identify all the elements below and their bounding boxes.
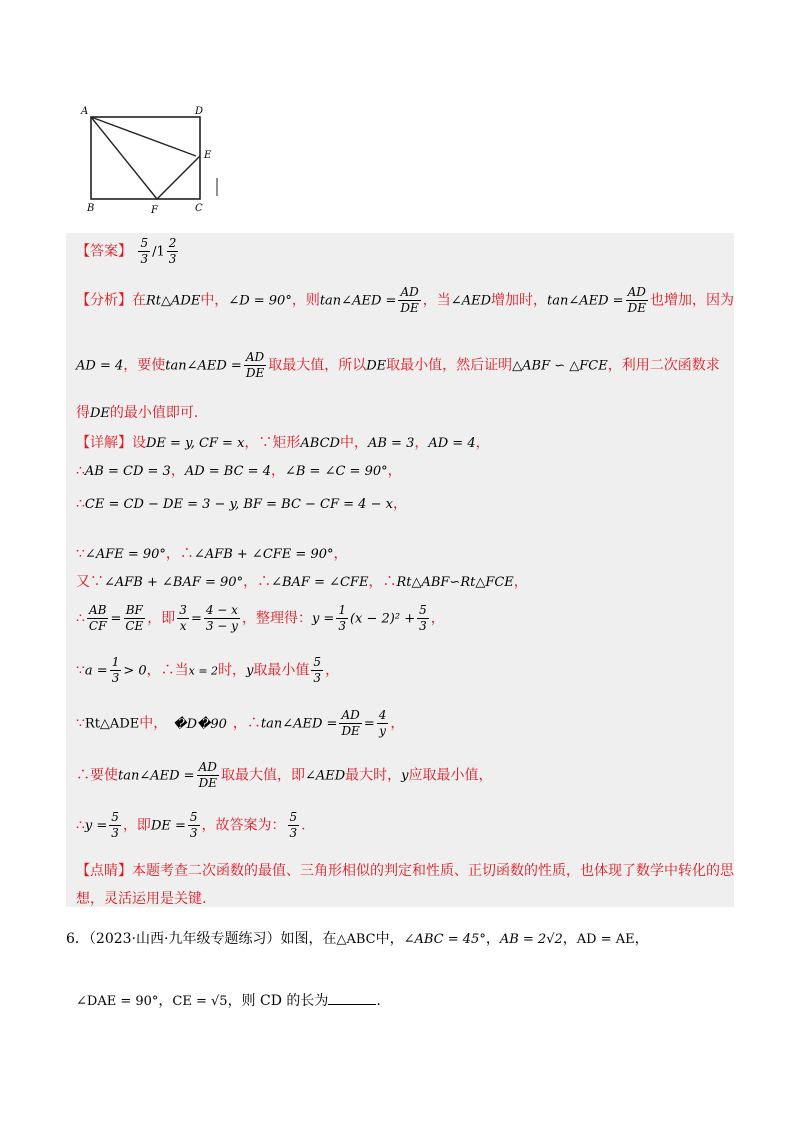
text: ，则 bbox=[291, 292, 320, 309]
math: CE = CD − DE = 3 − y, BF = BC − CF = 4 − x bbox=[84, 497, 393, 512]
frac-den: 3 bbox=[189, 826, 198, 840]
point-b-label: B bbox=[87, 203, 95, 214]
detail-line-1 bbox=[76, 432, 490, 452]
point-f-label: F bbox=[151, 205, 158, 216]
math: ∠BAF = ∠CFE bbox=[271, 575, 369, 590]
math: y bbox=[401, 768, 409, 784]
math: (x − 2)² + bbox=[349, 611, 416, 627]
frac-den: 3 − y bbox=[205, 619, 238, 633]
math: tan∠AED = bbox=[118, 768, 195, 784]
text: ∵ bbox=[76, 662, 85, 679]
text: 设 bbox=[132, 435, 146, 451]
text: 取最小值，然后证明 bbox=[386, 357, 513, 374]
detail-line-4 bbox=[76, 543, 347, 563]
frac-den: DE bbox=[400, 301, 419, 315]
frac-num: 5 bbox=[313, 655, 322, 669]
text: 在 bbox=[132, 292, 146, 309]
text: ， bbox=[392, 496, 407, 512]
math: Rt△ADE bbox=[146, 293, 201, 309]
text: ， bbox=[414, 435, 429, 451]
point-a-label: A bbox=[81, 106, 89, 117]
frac-num: AD bbox=[245, 350, 265, 364]
text: ，∴ bbox=[368, 574, 397, 590]
math: > 0 bbox=[123, 663, 147, 679]
text: ∵ bbox=[76, 715, 85, 732]
math: AB = 3 bbox=[367, 436, 415, 451]
text: ，∵矩形 bbox=[244, 435, 301, 451]
math: AD = AE bbox=[576, 932, 635, 947]
question-number: 6． bbox=[66, 931, 89, 947]
math: △ABF ∽ △FCE bbox=[512, 358, 608, 374]
frac-num: 5 bbox=[289, 810, 298, 824]
detail-line-7 bbox=[76, 655, 339, 686]
detail-line-5 bbox=[76, 571, 528, 591]
frac-den: 3 bbox=[111, 826, 119, 840]
frac-den: 3 bbox=[168, 252, 177, 266]
text: ， bbox=[158, 993, 173, 1009]
text: ，∴当 bbox=[146, 662, 189, 679]
math: DE bbox=[90, 406, 110, 421]
analysis-line-1 bbox=[76, 285, 734, 316]
comment-tag: 【点睛】 bbox=[76, 863, 132, 879]
detail-tag: 【详解】 bbox=[76, 435, 132, 451]
analysis-line-2 bbox=[76, 350, 720, 381]
text: 中， bbox=[339, 435, 368, 451]
frac-den: CF bbox=[88, 619, 107, 633]
frac-num: 5 bbox=[189, 810, 198, 824]
math: CE = √5 bbox=[172, 994, 228, 1009]
frac-num: 1 bbox=[338, 603, 346, 617]
frac-den: 3 bbox=[289, 826, 298, 840]
text: ∴要使 bbox=[76, 767, 118, 784]
detail-line-2 bbox=[76, 460, 402, 480]
math: a = bbox=[84, 663, 108, 679]
math: x = 2 bbox=[188, 664, 219, 678]
text: ∴ bbox=[76, 817, 85, 834]
text: . bbox=[301, 817, 306, 834]
point-e-label: E bbox=[204, 150, 212, 161]
math: △ABC bbox=[336, 932, 376, 947]
frac-num: 5 bbox=[140, 236, 149, 250]
frac-den: 3 bbox=[111, 671, 120, 685]
math: y bbox=[246, 663, 254, 679]
text: 想，灵活运用是关键. bbox=[76, 891, 207, 907]
comment-line-1 bbox=[76, 860, 734, 880]
math: ∠AED bbox=[450, 293, 491, 309]
frac-num: AD bbox=[627, 285, 646, 299]
text: 中， bbox=[200, 292, 229, 309]
frac-den: x bbox=[179, 619, 187, 633]
frac-num: AD bbox=[400, 285, 419, 299]
frac-num: AD bbox=[198, 760, 217, 774]
math: ∠DAE = 90° bbox=[76, 994, 159, 1009]
text: ， bbox=[562, 931, 577, 947]
text: ∵ bbox=[76, 546, 85, 562]
solution-box bbox=[66, 233, 734, 907]
frac-num: 3 bbox=[179, 603, 187, 617]
answer-blank[interactable] bbox=[328, 992, 376, 1005]
detail-line-6 bbox=[76, 603, 445, 634]
text: 中， bbox=[139, 715, 168, 732]
text: ∴ bbox=[76, 610, 85, 627]
answer-line bbox=[76, 236, 180, 267]
question-6-line-2 bbox=[76, 990, 381, 1010]
frac-num: 4 − x bbox=[205, 603, 238, 617]
math: ∠AFB + ∠BAF = 90° bbox=[104, 575, 244, 590]
question-6-line-1 bbox=[66, 928, 649, 948]
frac-den: 3 bbox=[140, 252, 149, 266]
frac-den: CE bbox=[125, 619, 144, 633]
text: ，利用二次函数求 bbox=[607, 357, 720, 374]
math: tan∠AED = bbox=[260, 716, 338, 732]
mixed-whole: 1 bbox=[156, 244, 165, 260]
text: ， bbox=[333, 546, 348, 562]
text: 本题考查二次函数的最值、三角形相似的判定和性质、正切函数的性质，也体现了数学中转化的思 bbox=[132, 863, 734, 879]
text: ，整理得： bbox=[241, 610, 312, 627]
text: ，当 bbox=[422, 292, 451, 309]
math: AD = 4 bbox=[76, 358, 124, 374]
text: 也增加，因为 bbox=[649, 292, 734, 309]
text: ，要使 bbox=[123, 357, 166, 374]
text: ， bbox=[390, 715, 405, 732]
math: AD = 4 bbox=[428, 436, 476, 451]
text: ∴ bbox=[76, 463, 85, 479]
text: 又∵ bbox=[76, 574, 104, 590]
frac-den: DE bbox=[245, 366, 265, 380]
math: DE bbox=[366, 358, 387, 374]
comment-line-2 bbox=[76, 888, 206, 908]
text: ，即 bbox=[147, 610, 176, 627]
text: 中， bbox=[375, 931, 404, 947]
math: AB = CD = 3 bbox=[84, 464, 171, 479]
frac-den: 3 bbox=[338, 619, 346, 633]
math: ABCD bbox=[300, 436, 340, 451]
frac-den: DE bbox=[341, 724, 360, 738]
math: tan∠AED = bbox=[165, 358, 242, 374]
detail-line-10 bbox=[76, 810, 306, 841]
answer-tag: 【答案】 bbox=[76, 243, 132, 260]
text: 取最大值，即 bbox=[220, 767, 305, 784]
rectangle-figure bbox=[78, 100, 238, 220]
text: ，∴ bbox=[232, 715, 261, 732]
analysis-line-3 bbox=[76, 402, 198, 422]
text: 时， bbox=[218, 662, 247, 679]
detail-line-9 bbox=[76, 760, 493, 791]
math: y = bbox=[84, 818, 108, 834]
frac-num: BF bbox=[125, 603, 143, 617]
text: ， bbox=[270, 463, 285, 479]
text: ∴ bbox=[76, 496, 85, 512]
text: ， bbox=[430, 610, 445, 627]
frac-num: 1 bbox=[111, 655, 120, 669]
math: Rt△ADE bbox=[84, 716, 140, 732]
analysis-tag: 【分析】 bbox=[76, 292, 132, 309]
math: ∠AFB + ∠CFE = 90° bbox=[193, 547, 334, 562]
text: ，∴ bbox=[243, 574, 272, 590]
text: ，∴ bbox=[165, 546, 194, 562]
text: ， bbox=[325, 662, 340, 679]
math: = bbox=[190, 611, 202, 627]
text: 取最大值，所以 bbox=[268, 357, 367, 374]
frac-den: DE bbox=[198, 776, 217, 790]
text: 应取最小值， bbox=[408, 767, 493, 784]
text: ，则 CD 的长为 bbox=[227, 993, 329, 1009]
math: ∠AFE = 90° bbox=[84, 547, 166, 562]
question-source: （2023·山西·九年级专题练习）如图，在 bbox=[88, 931, 337, 947]
frac-num: 5 bbox=[419, 603, 427, 617]
math: = bbox=[110, 611, 122, 627]
answer-separator: / bbox=[152, 244, 157, 260]
math: DE = bbox=[150, 818, 186, 834]
math: ∠D = 90° bbox=[228, 293, 292, 309]
text: ，故答案为： bbox=[201, 817, 286, 834]
math: ∠AED bbox=[304, 768, 346, 784]
frac-num: 2 bbox=[168, 236, 177, 250]
frac-den: 3 bbox=[419, 619, 427, 633]
math: AB = 2√2 bbox=[499, 932, 563, 947]
text: ，即 bbox=[122, 817, 151, 834]
text: ， bbox=[513, 574, 528, 590]
detail-line-3 bbox=[76, 493, 407, 513]
math: �D�90 bbox=[173, 716, 227, 732]
text: 最大时， bbox=[345, 767, 402, 784]
text: ， bbox=[475, 435, 490, 451]
text: 的最小值即可. bbox=[109, 405, 199, 421]
frac-den: 3 bbox=[313, 671, 322, 685]
text: . bbox=[376, 993, 381, 1009]
text: 得 bbox=[76, 405, 90, 421]
math: y = bbox=[311, 611, 335, 627]
math: ∠B = ∠C = 90° bbox=[284, 464, 388, 479]
frac-den: y bbox=[379, 724, 386, 738]
math: tan∠AED = bbox=[319, 293, 397, 309]
frac-den: DE bbox=[627, 301, 646, 315]
math: Rt△ABF∽Rt△FCE bbox=[396, 575, 514, 590]
frac-num: AB bbox=[88, 603, 107, 617]
math: AD = BC = 4 bbox=[184, 464, 271, 479]
math: = bbox=[363, 716, 375, 732]
text: ， bbox=[634, 931, 649, 947]
point-d-label: D bbox=[195, 106, 204, 117]
math: DE = y, CF = x bbox=[146, 436, 245, 451]
text: ， bbox=[485, 931, 500, 947]
math: ∠ABC = 45° bbox=[403, 932, 486, 947]
point-c-label: C bbox=[195, 203, 203, 214]
text: 增加时， bbox=[491, 292, 547, 309]
frac-num: 4 bbox=[378, 708, 387, 722]
detail-line-8 bbox=[76, 708, 404, 739]
text: 取最小值 bbox=[253, 662, 310, 679]
math: tan∠AED = bbox=[547, 293, 624, 309]
frac-num: 5 bbox=[111, 810, 119, 824]
text: ， bbox=[387, 463, 402, 479]
frac-num: AD bbox=[341, 708, 360, 722]
text: ， bbox=[170, 463, 185, 479]
